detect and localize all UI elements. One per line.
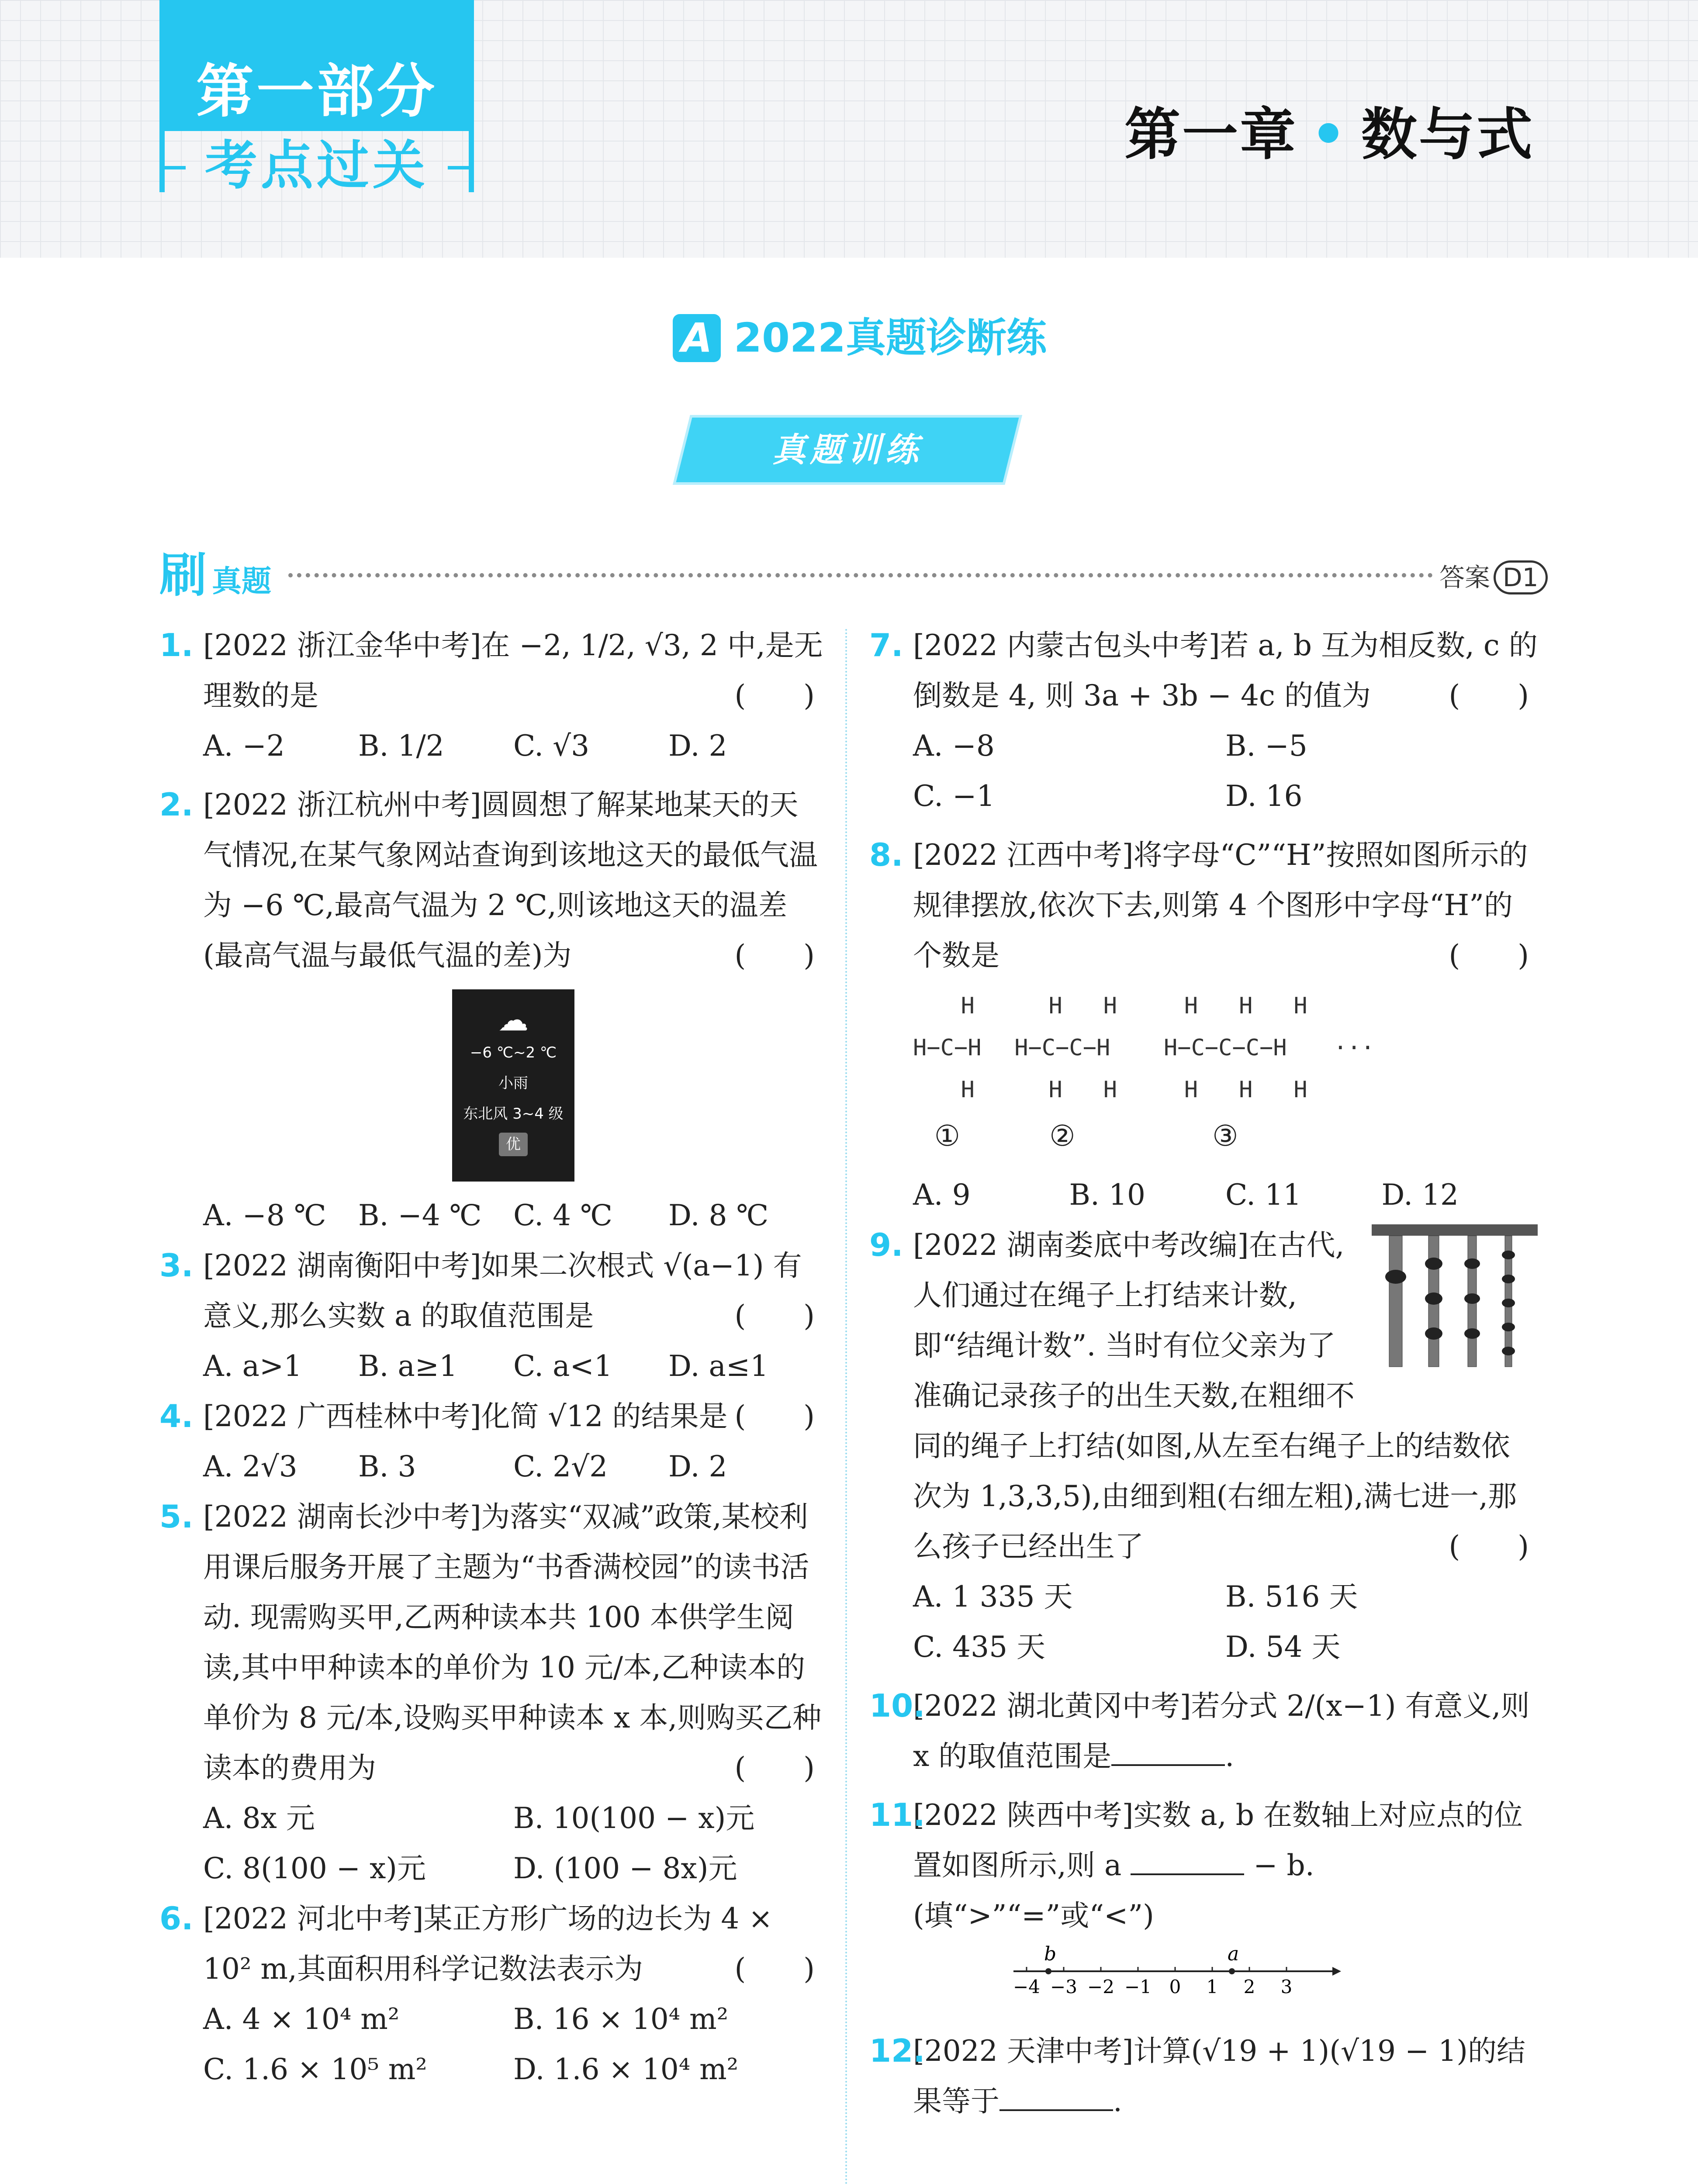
tick-label: 2 <box>1243 1976 1255 1997</box>
shua-heading <box>159 537 271 605</box>
figure-1 <box>913 985 982 1161</box>
tick-label: 1 <box>1206 1976 1218 1997</box>
option-d: D. 2 <box>668 729 727 763</box>
question-number: 5. <box>159 1498 194 1535</box>
question-number: 7. <box>869 627 903 663</box>
option-d: D. 12 <box>1381 1178 1459 1212</box>
question-9 <box>869 1220 1538 1672</box>
answer-paren: ( ) <box>734 1299 815 1333</box>
question-number: 8. <box>869 836 903 873</box>
option-a: A. 1 335 天 <box>913 1580 1073 1614</box>
answer-paren: ( ) <box>734 939 815 972</box>
option-d: D. 1.6 × 10⁴ m² <box>513 2053 739 2086</box>
answer-blank[interactable] <box>1111 1738 1225 1766</box>
question-number: 1. <box>159 627 194 663</box>
figure-3 <box>1143 985 1307 1161</box>
question-3 <box>159 1241 823 1391</box>
chapter-title <box>1124 90 1534 170</box>
option-d: D. 54 天 <box>1225 1630 1341 1664</box>
weather-aqi: 优 <box>499 1133 528 1156</box>
option-b: B. 516 天 <box>1225 1580 1358 1614</box>
options <box>203 1341 823 1391</box>
option-c: C. 4 ℃ <box>513 1199 612 1232</box>
chem-structure-1: H H−C−H H <box>913 993 982 1103</box>
question-number: 12. <box>869 2032 925 2069</box>
options <box>203 1190 823 1241</box>
column-divider <box>845 629 847 2184</box>
option-c: C. 2√2 <box>513 1450 608 1483</box>
options <box>913 1170 1538 1220</box>
option-a: A. 9 <box>913 1178 971 1212</box>
weather-wind: 东北风 3~4 级 <box>463 1105 564 1123</box>
option-b: B. −5 <box>1225 729 1307 763</box>
option-b: B. 16 × 10⁴ m² <box>513 2002 729 2036</box>
option-b: B. 1/2 <box>358 729 444 763</box>
answer-blank[interactable] <box>999 2083 1113 2111</box>
point-a-label: a <box>1228 1943 1239 1965</box>
question-text: [2022 浙江金华中考]在 −2, 1/2, √3, 2 中,是无理数的是 <box>203 629 823 712</box>
section-badge: A <box>673 314 721 362</box>
option-b: B. 3 <box>358 1450 416 1483</box>
answer-paren: ( ) <box>1449 939 1529 972</box>
options <box>203 1441 823 1492</box>
option-b: B. −4 ℃ <box>358 1199 482 1232</box>
chapter-number: 第一章 <box>1124 102 1298 167</box>
number-line-figure <box>1009 1941 1341 2006</box>
option-a: A. 2√3 <box>203 1450 297 1483</box>
figure-label: ① <box>934 1119 960 1153</box>
question-number: 2. <box>159 786 194 823</box>
question-text: [2022 河北中考]某正方形广场的边长为 4 × 10² m,其面积用科学记数法表示为 <box>203 1902 773 1986</box>
option-c: C. 11 <box>1225 1178 1302 1212</box>
answer-paren: ( ) <box>1449 1530 1529 1563</box>
question-tail: . <box>1113 2084 1122 2118</box>
answer-paren: ( ) <box>1449 679 1529 712</box>
option-a: A. −2 <box>203 729 285 763</box>
section-title: 2022真题诊断练 <box>734 314 1047 361</box>
part-subtitle: 考点过关 <box>159 131 474 201</box>
question-text: [2022 江西中考]将字母“C”“H”按照如图所示的规律摆放,依次下去,则第 4 个图形中字母“H”的个数是 <box>913 838 1528 972</box>
options <box>203 721 823 771</box>
question-text: [2022 浙江杭州中考]圆圆想了解某地某天的天气情况,在某气象网站查询到该地这天的最低气温为 −6 ℃,最高气温为 2 ℃,则该地这天的温差(最高气温与最低气温的差)为 <box>203 788 818 972</box>
question-number: 4. <box>159 1398 194 1434</box>
question-7 <box>869 620 1538 821</box>
question-text: [2022 湖南长沙中考]为落实“双减”政策,某校利用课后服务开展了主题为“书香满校园”的读书活动. 现需购买甲,乙两种读本共 100 本供学生阅读,其中甲种读本的单价为 10 元/本,乙种读本的单价为 8 元/本,设购买甲种读本 x 本,则购买乙种读本的费用为 <box>203 1500 822 1785</box>
chapter-dot: • <box>1311 102 1348 167</box>
option-b: B. 10 <box>1069 1178 1145 1212</box>
option-b: B. a≥1 <box>358 1349 458 1383</box>
section-heading <box>673 306 1047 363</box>
question-text: [2022 内蒙古包头中考]若 a, b 互为相反数, c 的倒数是 4, 则 3a + 3b − 4c 的值为 <box>913 629 1538 712</box>
answer-paren: ( ) <box>734 1751 815 1785</box>
chapter-subject: 数与式 <box>1361 102 1534 167</box>
left-column <box>159 620 823 2094</box>
tick-label: −1 <box>1124 1976 1152 1997</box>
question-11 <box>869 1790 1538 2022</box>
chemical-figures <box>913 985 1538 1161</box>
option-a: A. 8x 元 <box>203 1801 315 1835</box>
tick-label: −3 <box>1050 1976 1077 1997</box>
option-d: D. 2 <box>668 1450 727 1483</box>
answer-label: 答案 <box>1439 563 1491 592</box>
options <box>203 1994 823 2094</box>
option-a: A. 4 × 10⁴ m² <box>203 2002 400 2036</box>
question-5 <box>159 1492 823 1894</box>
option-d: D. a≤1 <box>668 1349 769 1383</box>
question-text: [2022 湖南衡阳中考]如果二次根式 √(a−1) 有意义,那么实数 a 的取值范围是 <box>203 1249 802 1333</box>
question-6 <box>159 1894 823 2094</box>
question-text-a: [2022 陕西中考]实数 a, b 在数轴上对应点的位置如图所示,则 a <box>913 1798 1523 1882</box>
answer-reference <box>1439 557 1548 594</box>
weather-range: −6 ℃~2 ℃ <box>470 1044 557 1061</box>
tick-label: 0 <box>1169 1976 1181 1997</box>
option-d: D. (100 − 8x)元 <box>513 1852 737 1885</box>
option-c: C. 435 天 <box>913 1630 1046 1664</box>
weather-condition: 小雨 <box>498 1075 528 1092</box>
options <box>913 721 1538 821</box>
part-label <box>159 0 474 205</box>
option-c: C. 1.6 × 10⁵ m² <box>203 2053 427 2086</box>
question-1 <box>159 620 823 771</box>
option-c: C. a<1 <box>513 1349 612 1383</box>
training-banner-label: 真题训练 <box>772 430 923 469</box>
question-number: 6. <box>159 1900 194 1937</box>
answer-blank[interactable] <box>1131 1847 1244 1875</box>
figure-2 <box>1008 985 1117 1161</box>
tick-label: −4 <box>1013 1976 1040 1997</box>
question-number: 3. <box>159 1247 194 1284</box>
tick-label: 3 <box>1280 1976 1293 1997</box>
question-text: [2022 湖北黄冈中考]若分式 2/(x−1) 有意义,则 x 的取值范围是 <box>913 1689 1530 1773</box>
question-number: 11. <box>869 1797 925 1833</box>
option-c: C. −1 <box>913 779 995 813</box>
part-title: 第一部分 <box>159 0 474 131</box>
right-column <box>869 620 1538 2126</box>
options <box>913 1572 1538 1672</box>
option-d: D. 8 ℃ <box>668 1199 769 1232</box>
option-a: A. a>1 <box>203 1349 302 1383</box>
figure-ellipsis: ··· <box>1333 1035 1375 1061</box>
shua-big: 刷 <box>159 548 207 603</box>
question-12 <box>869 2026 1538 2126</box>
question-10 <box>869 1681 1538 1781</box>
figure-label: ③ <box>1212 1119 1238 1153</box>
answer-code: D1 <box>1494 560 1548 594</box>
question-text: [2022 广西桂林中考]化简 √12 的结果是 <box>203 1400 728 1433</box>
question-text: [2022 天津中考]计算(√19 + 1)(√19 − 1)的结果等于 <box>913 2034 1526 2118</box>
question-tail: . <box>1225 1739 1235 1773</box>
option-d: D. 16 <box>1225 779 1303 813</box>
answer-paren: ( ) <box>734 679 815 712</box>
option-c: C. 8(100 − x)元 <box>203 1852 426 1885</box>
chem-structure-3: H H H H−C−C−C−H H H H <box>1163 993 1307 1103</box>
chem-structure-2: H H H−C−C−H H H <box>1014 993 1117 1103</box>
question-number: 10. <box>869 1687 925 1724</box>
option-a: A. −8 <box>913 729 995 763</box>
knotted-ropes-figure <box>1372 1224 1538 1382</box>
answer-paren: ( ) <box>734 1952 815 1986</box>
answer-paren: ( ) <box>734 1400 815 1433</box>
question-4 <box>159 1391 823 1492</box>
question-8 <box>869 830 1538 1220</box>
question-2 <box>159 780 823 1241</box>
dotted-divider <box>288 573 1433 577</box>
question-text-b: − b.(填“>”“=”或“<”) <box>913 1849 1314 1932</box>
weather-card <box>452 989 574 1182</box>
cloud-icon: ☁ <box>498 1002 529 1038</box>
figure-label: ② <box>1049 1119 1076 1153</box>
option-c: C. √3 <box>513 729 590 763</box>
option-b: B. 10(100 − x)元 <box>513 1801 755 1835</box>
options <box>203 1793 823 1894</box>
point-b-label: b <box>1044 1943 1057 1965</box>
option-a: A. −8 ℃ <box>203 1199 326 1232</box>
question-number: 9. <box>869 1227 903 1263</box>
tick-label: −2 <box>1087 1976 1114 1997</box>
shua-small: 真题 <box>212 564 272 599</box>
question-text: [2022 湖南娄底中考改编]在古代,人们通过在绳子上打结来计数,即“结绳计数”. 当时有位父亲为了准确记录孩子的出生天数,在粗细不同的绳子上打结(如图,从左至右绳子上的结数依次为 1,3,3,5),由细到粗(右细左粗),满七进一,那么孩子已经出生了 <box>913 1228 1517 1563</box>
